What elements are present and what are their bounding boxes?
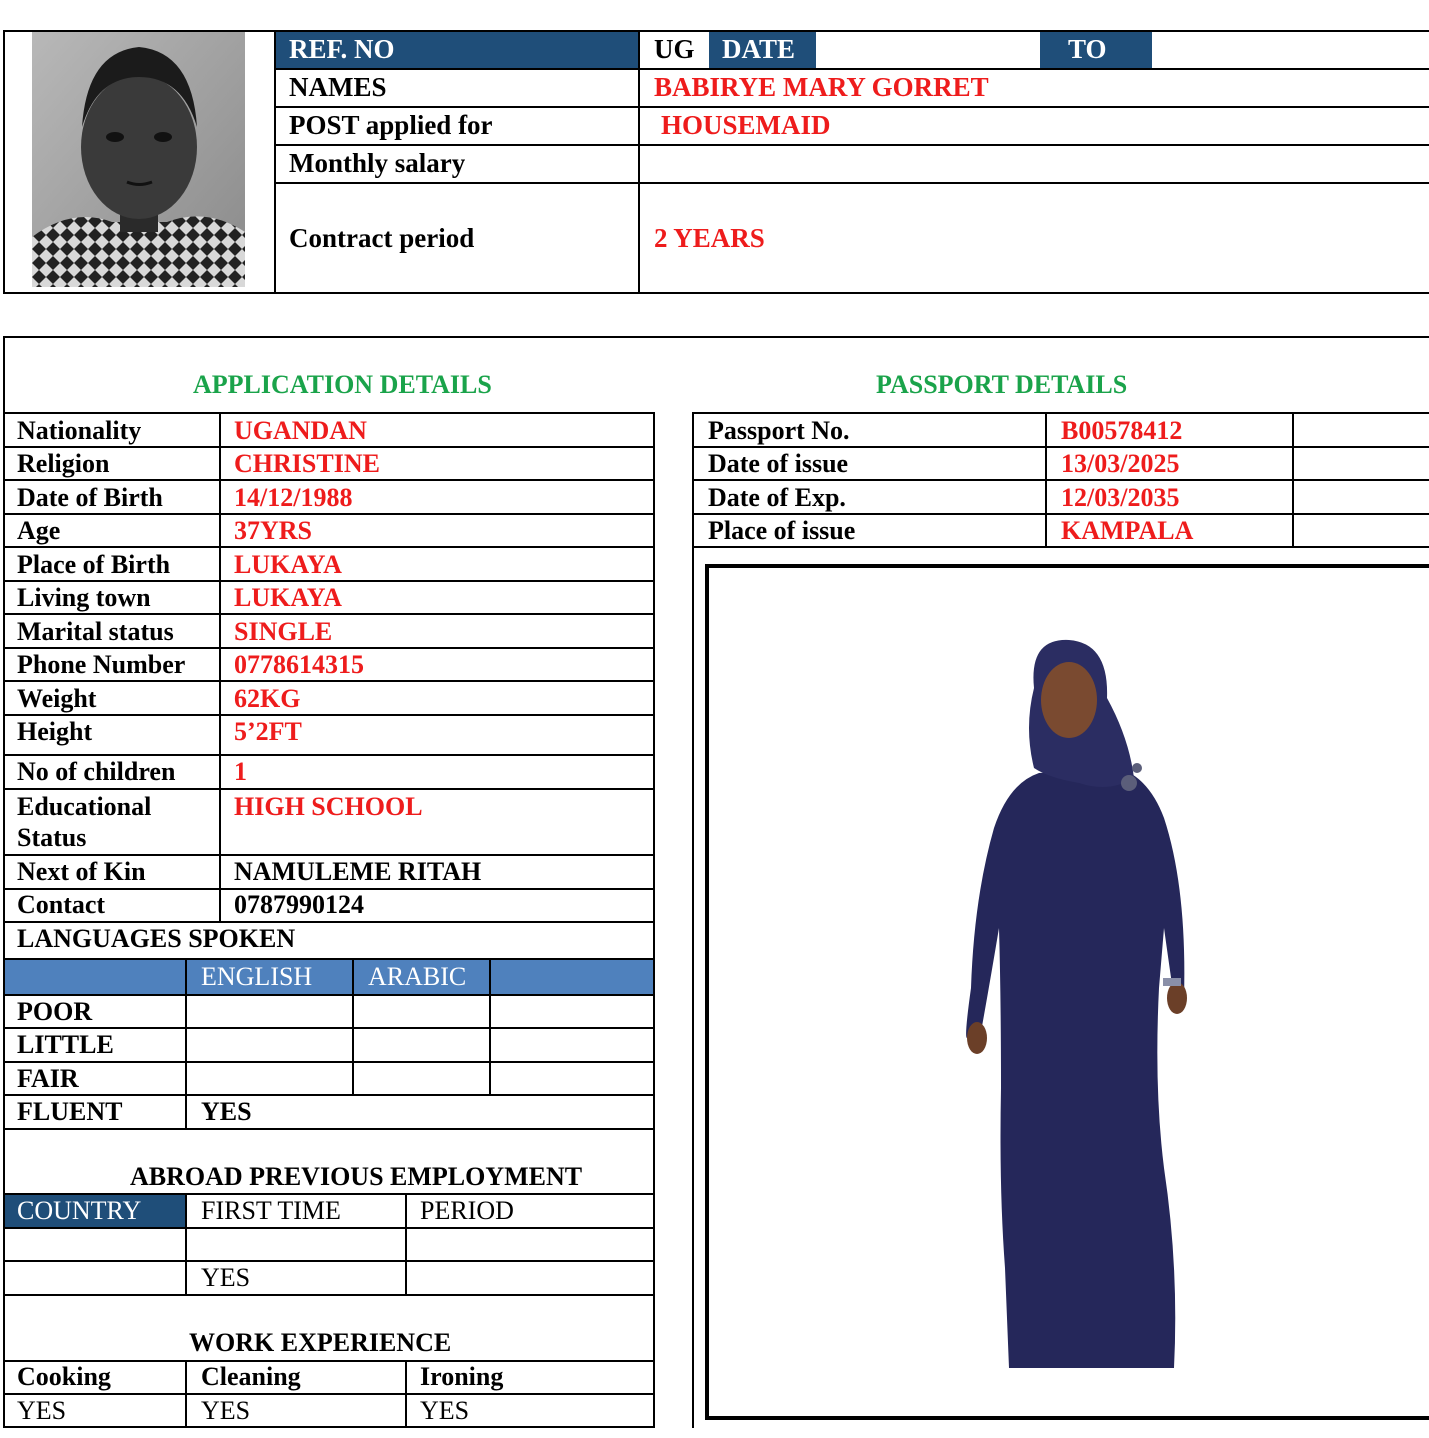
language-col-arabic: ARABIC bbox=[368, 962, 467, 991]
languages-title: LANGUAGES SPOKEN bbox=[17, 924, 296, 953]
education-label-line2: Status bbox=[17, 823, 87, 852]
contract-value: 2 YEARS bbox=[654, 223, 765, 253]
weight-label: Weight bbox=[17, 684, 97, 713]
level-fluent: FLUENT bbox=[17, 1097, 123, 1126]
religion-label: Religion bbox=[17, 449, 110, 478]
next-of-kin-value: NAMULEME RITAH bbox=[234, 857, 482, 886]
living-town-label: Living town bbox=[17, 583, 151, 612]
contact-value: 0787990124 bbox=[234, 890, 364, 919]
experience-cleaning-value: YES bbox=[201, 1396, 251, 1425]
religion-value: CHRISTINE bbox=[234, 449, 380, 478]
expiry-date-label: Date of Exp. bbox=[708, 483, 846, 512]
marital-status-label: Marital status bbox=[17, 617, 174, 646]
ref-no-label: REF. NO bbox=[289, 34, 395, 64]
age-value: 37YRS bbox=[234, 516, 313, 545]
age-label: Age bbox=[17, 516, 61, 545]
contract-label: Contract period bbox=[289, 223, 475, 253]
experience-col-ironing: Ironing bbox=[420, 1362, 504, 1391]
level-fair: FAIR bbox=[17, 1064, 79, 1093]
passport-no-value: B00578412 bbox=[1061, 416, 1183, 445]
experience-ironing-value: YES bbox=[420, 1396, 470, 1425]
weight-value: 62KG bbox=[234, 684, 301, 713]
issue-date-label: Date of issue bbox=[708, 449, 849, 478]
names-value: BABIRYE MARY GORRET bbox=[654, 72, 989, 102]
issue-date-value: 13/03/2025 bbox=[1061, 449, 1180, 478]
dob-label: Date of Birth bbox=[17, 483, 163, 512]
marital-status-value: SINGLE bbox=[234, 617, 333, 646]
post-value: HOUSEMAID bbox=[661, 110, 831, 140]
place-of-issue-label: Place of issue bbox=[708, 516, 856, 545]
children-value: 1 bbox=[234, 757, 247, 786]
applicant-headshot-photo bbox=[32, 32, 245, 287]
passport-details-title: PASSPORT DETAILS bbox=[876, 370, 1128, 399]
date-label: DATE bbox=[722, 34, 796, 64]
experience-col-cooking: Cooking bbox=[17, 1362, 111, 1391]
phone-number-value: 0778614315 bbox=[234, 650, 364, 679]
post-label: POST applied for bbox=[289, 110, 493, 140]
level-poor: POOR bbox=[17, 997, 93, 1026]
expiry-date-value: 12/03/2035 bbox=[1061, 483, 1180, 512]
education-label-line1: Educational bbox=[17, 792, 152, 821]
experience-title: WORK EXPERIENCE bbox=[189, 1328, 452, 1357]
salary-label: Monthly salary bbox=[289, 148, 466, 178]
application-details-title: APPLICATION DETAILS bbox=[193, 370, 492, 399]
experience-cooking-value: YES bbox=[17, 1396, 67, 1425]
contact-label: Contact bbox=[17, 890, 106, 919]
to-label: TO bbox=[1068, 34, 1107, 64]
employment-title: ABROAD PREVIOUS EMPLOYMENT bbox=[130, 1162, 583, 1191]
employment-col-period: PERIOD bbox=[420, 1196, 514, 1225]
passport-no-label: Passport No. bbox=[708, 416, 850, 445]
height-value: 5’2FT bbox=[234, 717, 302, 746]
fluent-value: YES bbox=[201, 1097, 252, 1126]
employment-col-country: COUNTRY bbox=[17, 1196, 142, 1225]
height-label: Height bbox=[17, 717, 93, 746]
living-town-value: LUKAYA bbox=[234, 583, 342, 612]
place-of-birth-label: Place of Birth bbox=[17, 550, 171, 579]
experience-col-cleaning: Cleaning bbox=[201, 1362, 301, 1391]
level-little: LITTLE bbox=[17, 1030, 114, 1059]
children-label: No of children bbox=[17, 757, 176, 786]
employment-first-time-value: YES bbox=[201, 1263, 251, 1292]
education-value: HIGH SCHOOL bbox=[234, 792, 423, 821]
language-col-english: ENGLISH bbox=[201, 962, 313, 991]
ref-no-value: UG bbox=[654, 34, 695, 64]
employment-col-first-time: FIRST TIME bbox=[201, 1196, 341, 1225]
place-of-issue-value: KAMPALA bbox=[1061, 516, 1194, 545]
nationality-label: Nationality bbox=[17, 416, 142, 445]
names-label: NAMES bbox=[289, 72, 387, 102]
phone-number-label: Phone Number bbox=[17, 650, 186, 679]
next-of-kin-label: Next of Kin bbox=[17, 857, 146, 886]
place-of-birth-value: LUKAYA bbox=[234, 550, 342, 579]
applicant-full-body-photo bbox=[705, 564, 1429, 1420]
nationality-value: UGANDAN bbox=[234, 416, 367, 445]
dob-value: 14/12/1988 bbox=[234, 483, 353, 512]
